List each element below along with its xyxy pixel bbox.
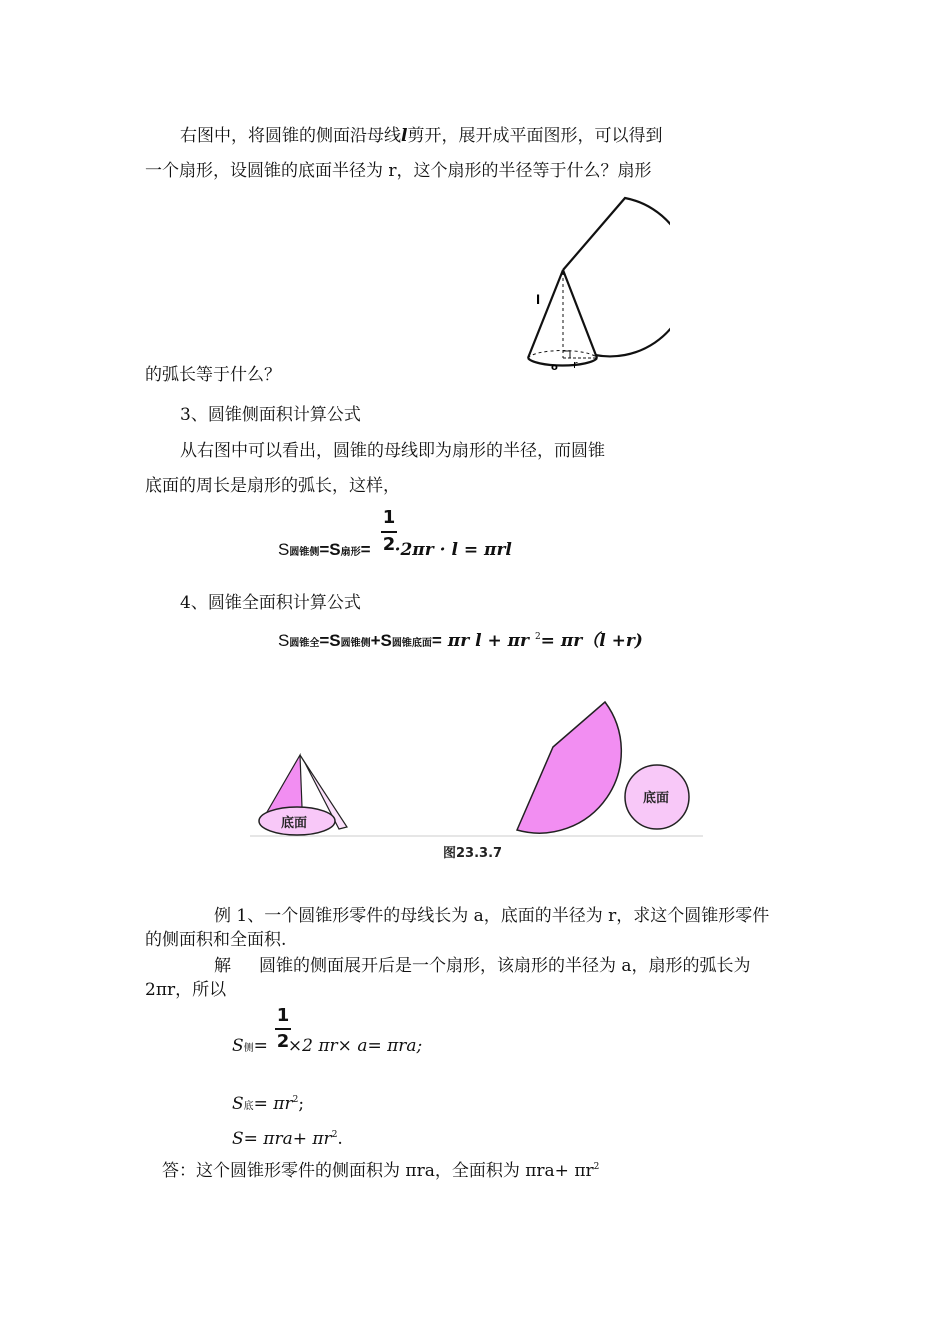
section3-line2: 底面的周长是扇形的弧长，这样， bbox=[145, 476, 400, 496]
section4-heading: 4、圆锥全面积计算公式 bbox=[180, 593, 361, 613]
cone-net-figure bbox=[245, 695, 710, 870]
para1-line3: 的弧长等于什么？ bbox=[145, 365, 281, 385]
formula1-s: S bbox=[278, 540, 290, 559]
formula2-sub2: 圆锥侧 bbox=[340, 638, 371, 649]
formula5-rest: = πra+ πr bbox=[243, 1129, 332, 1149]
formula1-rest: ·2πr · l = πrl bbox=[394, 540, 512, 560]
base-label-right: 底面 bbox=[643, 791, 670, 806]
formula2-sub3: 圆锥底面 bbox=[391, 638, 432, 649]
formula5 bbox=[232, 1125, 343, 1149]
formula3-rest: ×2 πr× a= πra; bbox=[287, 1036, 423, 1056]
label-r: r bbox=[573, 358, 578, 371]
formula3-eq: = bbox=[253, 1036, 268, 1056]
answer bbox=[162, 1157, 599, 1181]
formula2 bbox=[278, 627, 643, 654]
formula2-sup: 2 bbox=[534, 632, 541, 642]
cone-left-edge bbox=[528, 270, 563, 358]
formula4-sup: 2 bbox=[292, 1095, 299, 1105]
formula5-end: . bbox=[337, 1129, 343, 1149]
example-line2: 的侧面积和全面积. bbox=[145, 930, 287, 950]
formula1-numerator: 1 bbox=[382, 507, 396, 528]
answer-sup: 2 bbox=[593, 1162, 600, 1172]
formula3-sub: 侧 bbox=[243, 1043, 254, 1054]
cone-sector-figure bbox=[515, 190, 670, 375]
answer-text: 答：这个圆锥形零件的侧面积为 πra，全面积为 πra+ πr bbox=[162, 1161, 594, 1181]
solution-label: 解 bbox=[214, 956, 231, 976]
formula5-sup: 2 bbox=[331, 1130, 338, 1140]
formula3-denominator: 2 bbox=[276, 1031, 290, 1052]
formula4 bbox=[232, 1090, 304, 1117]
formula1 bbox=[278, 540, 512, 563]
formula3-numerator: 1 bbox=[276, 1005, 290, 1026]
sector-shape bbox=[517, 702, 621, 833]
para1-line2: 一个扇形，设圆锥的底面半径为 r，这个扇形的半径等于什么？扇形 bbox=[145, 161, 652, 181]
formula1-eq2: = bbox=[360, 540, 371, 559]
formula1-fraction-bar bbox=[381, 531, 397, 533]
formula1-sub1: 圆锥侧 bbox=[289, 547, 320, 558]
label-o: o bbox=[551, 362, 558, 373]
formula2-rest-a: πr l + πr bbox=[441, 631, 535, 651]
right-angle-mark bbox=[563, 351, 570, 358]
base-label-left: 底面 bbox=[281, 816, 308, 831]
formula4-end: ; bbox=[298, 1094, 305, 1114]
solution-line1 bbox=[214, 956, 751, 976]
section3-line1: 从右图中可以看出，圆锥的母线即为扇形的半径，而圆锥 bbox=[180, 441, 605, 461]
formula4-s: S bbox=[232, 1094, 244, 1114]
cone-right-edge bbox=[563, 270, 597, 358]
formula4-sub: 底 bbox=[243, 1101, 254, 1112]
label-l: l bbox=[536, 293, 541, 307]
solution-line2: 2πr，所以 bbox=[145, 980, 227, 1000]
formula3 bbox=[232, 1036, 422, 1059]
formula2-eq1: =S bbox=[319, 631, 341, 650]
formula3-fraction-bar bbox=[275, 1028, 291, 1030]
formula1-eq1: =S bbox=[319, 540, 341, 559]
cone-base-front bbox=[528, 358, 597, 365]
formula2-eq2: = bbox=[431, 631, 442, 650]
para1-line1 bbox=[180, 126, 662, 146]
formula2-plus: +S bbox=[370, 631, 392, 650]
var-l: l bbox=[401, 126, 408, 146]
sector-outline bbox=[563, 198, 670, 356]
solution-text: 圆锥的侧面展开后是一个扇形，该扇形的半径为 a，扇形的弧长为 bbox=[259, 956, 751, 976]
formula2-rest-b: = πr（l +r) bbox=[540, 631, 643, 651]
formula4-rest: = πr bbox=[253, 1094, 293, 1114]
formula2-s: S bbox=[278, 631, 290, 650]
formula5-s: S bbox=[232, 1129, 244, 1149]
section3-heading: 3、圆锥侧面积计算公式 bbox=[180, 405, 361, 425]
formula3-s: S bbox=[232, 1036, 244, 1056]
formula2-sub1: 圆锥全 bbox=[289, 638, 320, 649]
formula1-denominator: 2 bbox=[382, 534, 396, 555]
figure-caption: 图23.3.7 bbox=[443, 846, 503, 861]
para1-line1-text-b: 剪开，展开成平面图形，可以得到 bbox=[407, 126, 663, 146]
para1-line1-text-a: 右图中，将圆锥的侧面沿母线 bbox=[180, 126, 401, 146]
example-line1: 例 1、一个圆锥形零件的母线长为 a，底面的半径为 r，求这个圆锥形零件 bbox=[214, 906, 770, 926]
formula1-sub2: 扇形 bbox=[340, 547, 361, 558]
